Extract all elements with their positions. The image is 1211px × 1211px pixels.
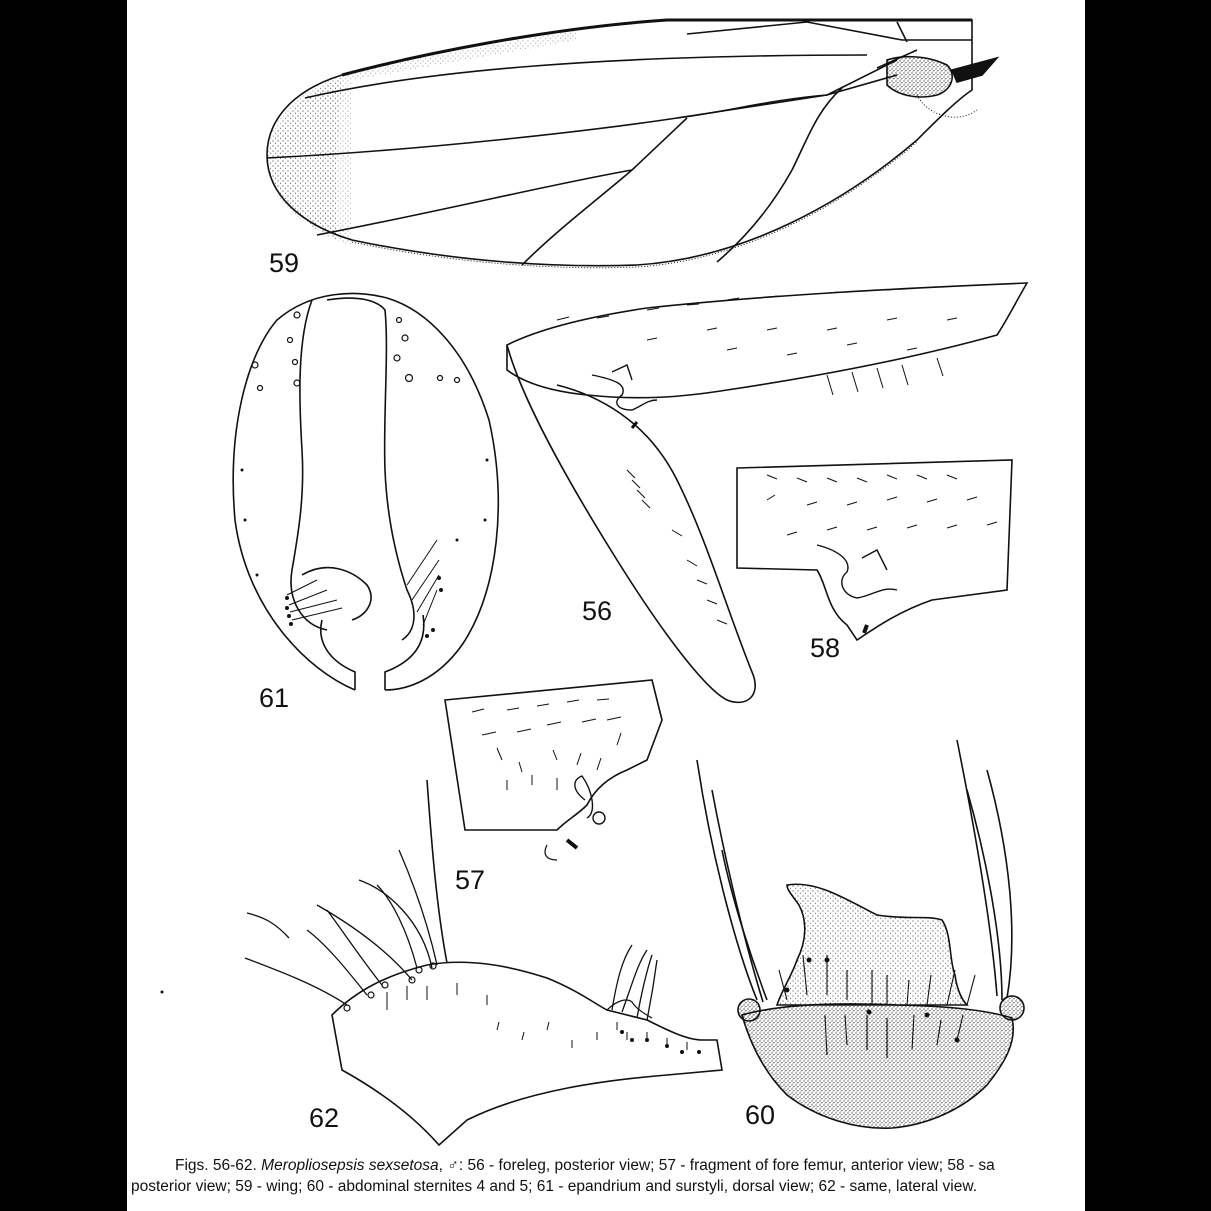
caption-taxon: Meropliosepsis sexsetosa: [261, 1157, 439, 1174]
figure-label-60: 60: [745, 1100, 776, 1130]
caption-prefix: Figs. 56-62.: [175, 1157, 257, 1174]
figure-label-59: 59: [269, 248, 300, 278]
femur-fragment-anterior-drawing: [445, 680, 662, 860]
print-specks: [161, 991, 263, 1151]
figure-label-62: 62: [309, 1103, 340, 1133]
caption-line-1-rest: 56 - foreleg, posterior view; 57 - fragment of fore femur, anterior view; 58 - sa: [463, 1157, 995, 1174]
epandrium-dorsal-drawing: [233, 293, 498, 690]
wing-drawing: [267, 20, 997, 268]
sternites-drawing: [697, 740, 1024, 1128]
epandrium-lateral-drawing: [245, 780, 722, 1145]
caption-line-2: posterior view; 59 - wing; 60 - abdominal sternites 4 and 5; 61 - epandrium and surstyli, dorsal view; 62 - same, lateral view.: [131, 1177, 978, 1195]
drawings: [127, 0, 1085, 1150]
figure-label-57: 57: [455, 865, 486, 895]
figure-caption: [131, 1156, 1083, 1198]
figure-label-58: 58: [810, 633, 841, 663]
figure-label-61: 61: [259, 683, 290, 713]
figure-label-56: 56: [582, 596, 613, 626]
caption-line-1: [131, 1156, 1083, 1177]
figure-plate: [127, 0, 1085, 1211]
femur-fragment-posterior-drawing: [737, 460, 1012, 640]
caption-sex: , ♂:: [438, 1157, 464, 1174]
foreleg-drawing: [507, 283, 1027, 702]
